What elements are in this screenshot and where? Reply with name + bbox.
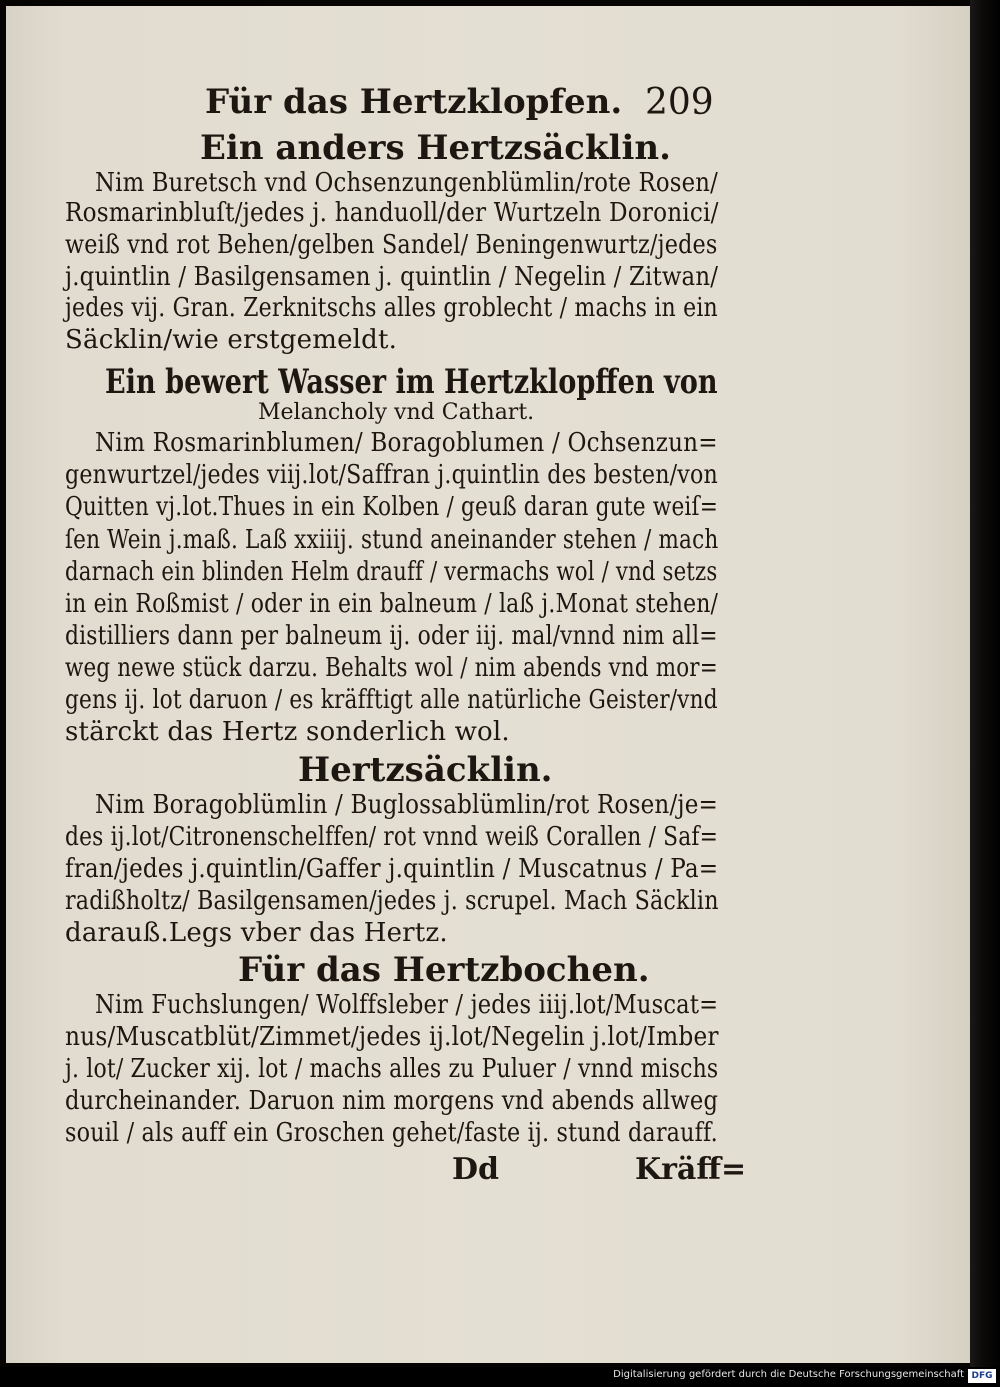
section-heading: Ein anders Hertzsäcklin. bbox=[200, 128, 671, 168]
text-line: j.quintlin / Basilgensamen j. quintlin / Negelin / Zitwan/ bbox=[65, 262, 719, 292]
text-line: Nim Rosmarinblumen/ Boragoblumen / Ochsenzun= bbox=[95, 428, 718, 458]
text-line: j. lot/ Zucker xij. lot / machs alles zu Puluer / vnnd mischs bbox=[65, 1054, 719, 1084]
text-line: genwurtzel/jedes viij.lot/Saffran j.quintlin des besten/von bbox=[65, 460, 718, 490]
text-line: weg newe stück darzu. Behalts wol / nim abends vnd mor= bbox=[65, 653, 718, 683]
text-line: darnach ein blinden Helm drauff / vermachs wol / vnd setzs bbox=[65, 557, 718, 587]
section-heading: Für das Hertzbochen. bbox=[238, 950, 650, 990]
catchword: Kräff= bbox=[635, 1152, 747, 1187]
text-line: Rosmarinbluſt/jedes j. handuoll/der Wurtzeln Doronici/ bbox=[65, 198, 719, 228]
text-line: durcheinander. Daruon nim morgens vnd abends allweg bbox=[65, 1086, 719, 1116]
text-line: darauß.Legs vber das Hertz. bbox=[65, 918, 448, 948]
section-heading: Hertzsäcklin. bbox=[298, 750, 553, 790]
text-line: stärckt das Hertz sonderlich wol. bbox=[65, 717, 510, 747]
section-heading: Ein bewert Wasser im Hertzklopffen von bbox=[105, 362, 718, 402]
footer-bar bbox=[0, 1367, 1000, 1387]
text-line: Nim Fuchslungen/ Wolffsleber / jedes iiij.lot/Muscat= bbox=[95, 990, 719, 1020]
text-line: Quitten vj.lot.Thues in ein Kolben / geuß daran gute weiſ= bbox=[65, 492, 719, 522]
page-number: 209 bbox=[645, 82, 714, 123]
text-line: souil / als auff ein Groschen gehet/faste ij. stund darauff. bbox=[65, 1118, 718, 1148]
text-line: radißholtz/ Basilgensamen/jedes j. scrupel. Mach Säcklin bbox=[65, 886, 719, 916]
footer-credit: Digitalisierung gefördert durch die Deutsche Forschungsgemeinschaft bbox=[613, 1369, 964, 1380]
text-line: Nim Buretsch vnd Ochsenzungenblümlin/rote Rosen/ bbox=[95, 168, 718, 198]
running-head: Für das Hertzklopfen. bbox=[205, 82, 623, 122]
text-line: jedes vij. Gran. Zerknitschs alles groblecht / machs in ein bbox=[65, 293, 718, 323]
signature-mark: Dd bbox=[452, 1152, 499, 1187]
text-line: nus/Muscatblüt/Zimmet/jedes ij.lot/Negelin j.lot/Imber bbox=[65, 1022, 719, 1052]
text-line: distilliers dann per balneum ij. oder iij. mal/vnnd nim all= bbox=[65, 621, 718, 651]
text-line: fran/jedes j.quintlin/Gaffer j.quintlin / Muscatnus / Pa= bbox=[65, 854, 719, 884]
text-line: weiß vnd rot Behen/gelben Sandel/ Beningenwurtz/jedes bbox=[65, 230, 718, 260]
text-line: in ein Roßmist / oder in ein balneum / laß j.Monat stehen/ bbox=[65, 589, 719, 619]
text-line: Nim Boragoblümlin / Buglossablümlin/rot Rosen/je= bbox=[95, 790, 719, 820]
dfg-logo: DFG bbox=[968, 1369, 996, 1383]
text-line: gens ij. lot daruon / es kräfftigt alle natürliche Geister/vnd bbox=[65, 685, 718, 715]
section-subheading: Melancholy vnd Cathart. bbox=[258, 400, 535, 425]
text-line: Säcklin/wie erstgemeldt. bbox=[65, 325, 398, 355]
text-line: ſen Wein j.maß. Laß xxiiij. stund aneinander stehen / mach bbox=[65, 525, 719, 555]
text-line: des ij.lot/Citronenschelffen/ rot vnnd weiß Corallen / Saf= bbox=[65, 822, 719, 852]
page-edge-shadow bbox=[970, 0, 1000, 1387]
